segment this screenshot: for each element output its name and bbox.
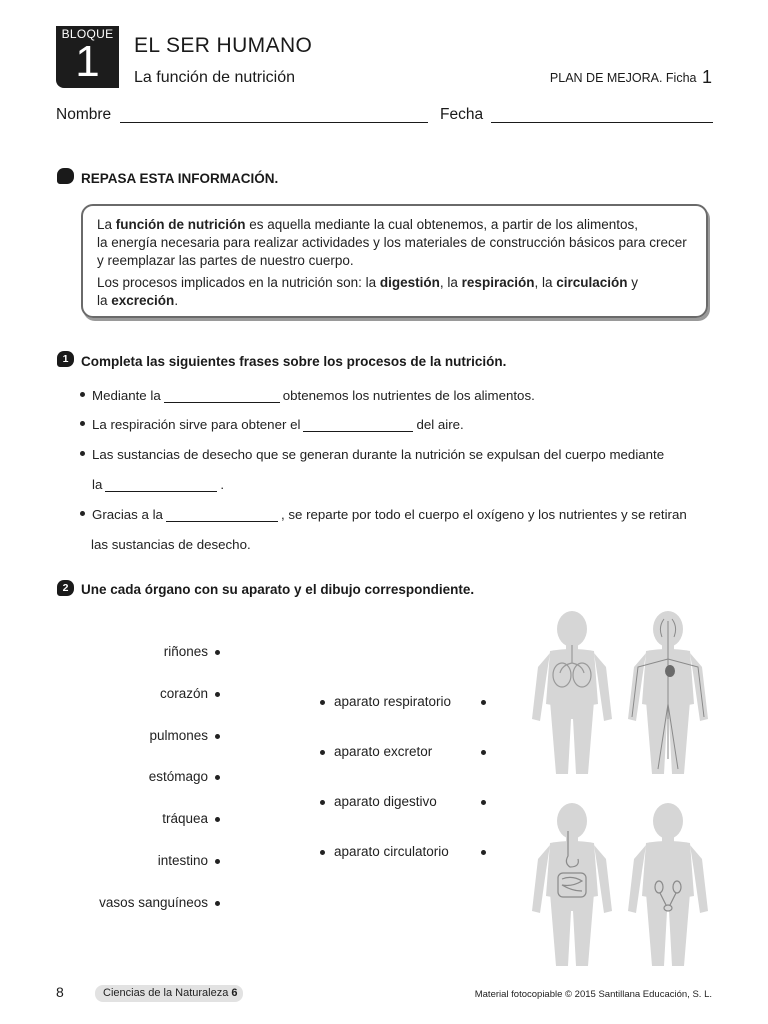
page-subtitle: La función de nutrición	[134, 69, 295, 86]
nombre-field[interactable]	[120, 122, 428, 123]
aparato-label: aparato digestivo	[334, 794, 437, 809]
bloque-number: 1	[75, 37, 100, 86]
body-excretory-icon[interactable]	[624, 801, 712, 971]
bullet-icon	[80, 511, 85, 516]
organ-label: estómago	[148, 769, 208, 784]
aparato-left-dot[interactable]	[320, 750, 325, 755]
fecha-field[interactable]	[491, 122, 713, 123]
exercise-1-item-4: Gracias a la , se reparte por todo el cuerpo el oxígeno y los nutrientes y se retiran	[80, 507, 687, 522]
fecha-label: Fecha	[440, 106, 484, 123]
blank-field[interactable]	[166, 509, 278, 522]
aparato-right-dot[interactable]	[481, 750, 486, 755]
organ-label: riñones	[163, 644, 208, 659]
info-paragraph-1: La función de nutrición es aquella mediante la cual obtenemos, a partir de los alimentos, la energía necesaria para realizar actividades y los materiales de construcción básicos para crecer y reemplazar las partes de nuestro cuerpo.	[97, 217, 687, 268]
exercise-2-heading: Une cada órgano con su aparato y el dibujo correspondiente.	[81, 582, 475, 597]
aparato-label: aparato circulatorio	[334, 844, 449, 859]
page-title: EL SER HUMANO	[134, 34, 313, 57]
organ-connector-dot[interactable]	[215, 650, 220, 655]
aparato-label: aparato excretor	[334, 744, 433, 759]
plan-de-mejora	[550, 67, 712, 88]
bullet-icon	[80, 421, 85, 426]
exercise-1-item-4-cont: las sustancias de desecho.	[91, 537, 251, 552]
organ-connector-dot[interactable]	[215, 692, 220, 697]
aparato-label: aparato respiratorio	[334, 694, 452, 709]
ficha-number: 1	[701, 67, 712, 87]
organ-label: tráquea	[162, 811, 208, 826]
bullet-icon	[80, 392, 85, 397]
aparato-right-dot[interactable]	[481, 850, 486, 855]
blank-field[interactable]	[303, 419, 413, 432]
body-circulatory-icon[interactable]	[624, 609, 712, 779]
repasa-marker-icon	[57, 168, 74, 184]
bloque-label: BLOQUE	[61, 27, 114, 41]
body-lungs-icon[interactable]	[528, 609, 616, 779]
exercise-1-item-3: Las sustancias de desecho que se generan durante la nutrición se expulsan del cuerpo mediante	[80, 447, 664, 462]
exercise-1-heading: Completa las siguientes frases sobre los procesos de la nutrición.	[81, 354, 507, 369]
exercise-1-item-2: La respiración sirve para obtener el del aire.	[80, 417, 464, 432]
organ-connector-dot[interactable]	[215, 775, 220, 780]
organ-label: corazón	[159, 686, 208, 701]
organ-label: pulmones	[149, 728, 208, 743]
organ-connector-dot[interactable]	[215, 734, 220, 739]
plan-label: PLAN DE MEJORA. Ficha	[549, 71, 697, 85]
aparato-right-dot[interactable]	[481, 800, 486, 805]
nombre-label: Nombre	[56, 106, 112, 123]
aparato-left-dot[interactable]	[320, 700, 325, 705]
exercise-1-item-3-cont: la .	[92, 477, 225, 492]
info-box	[81, 204, 708, 318]
organ-label: vasos sanguíneos	[99, 895, 208, 910]
aparato-right-dot[interactable]	[481, 700, 486, 705]
info-paragraph-2: Los procesos implicados en la nutrición son: la digestión, la respiración, la circulación y la excreción.	[97, 275, 639, 308]
book-title-tab: Ciencias de la Naturaleza 6	[95, 985, 243, 1002]
organ-connector-dot[interactable]	[215, 817, 220, 822]
blank-field[interactable]	[105, 479, 217, 492]
exercise-1-item-1: Mediante la obtenemos los nutrientes de los alimentos.	[80, 388, 535, 403]
exercise-1-number-badge: 1	[57, 351, 74, 367]
blank-field[interactable]	[164, 390, 280, 403]
body-digestive-icon[interactable]	[528, 801, 616, 971]
copyright-notice: Material fotocopiable © 2015 Santillana Educación, S. L.	[474, 989, 712, 1000]
exercise-2-number-badge: 2	[57, 580, 74, 596]
organ-connector-dot[interactable]	[215, 901, 220, 906]
organ-connector-dot[interactable]	[215, 859, 220, 864]
aparato-left-dot[interactable]	[320, 800, 325, 805]
repasa-heading: REPASA ESTA INFORMACIÓN.	[81, 171, 279, 186]
bloque-badge	[56, 26, 119, 88]
aparato-left-dot[interactable]	[320, 850, 325, 855]
bullet-icon	[80, 451, 85, 456]
page-number: 8	[56, 984, 64, 1000]
organ-label: intestino	[157, 853, 208, 868]
